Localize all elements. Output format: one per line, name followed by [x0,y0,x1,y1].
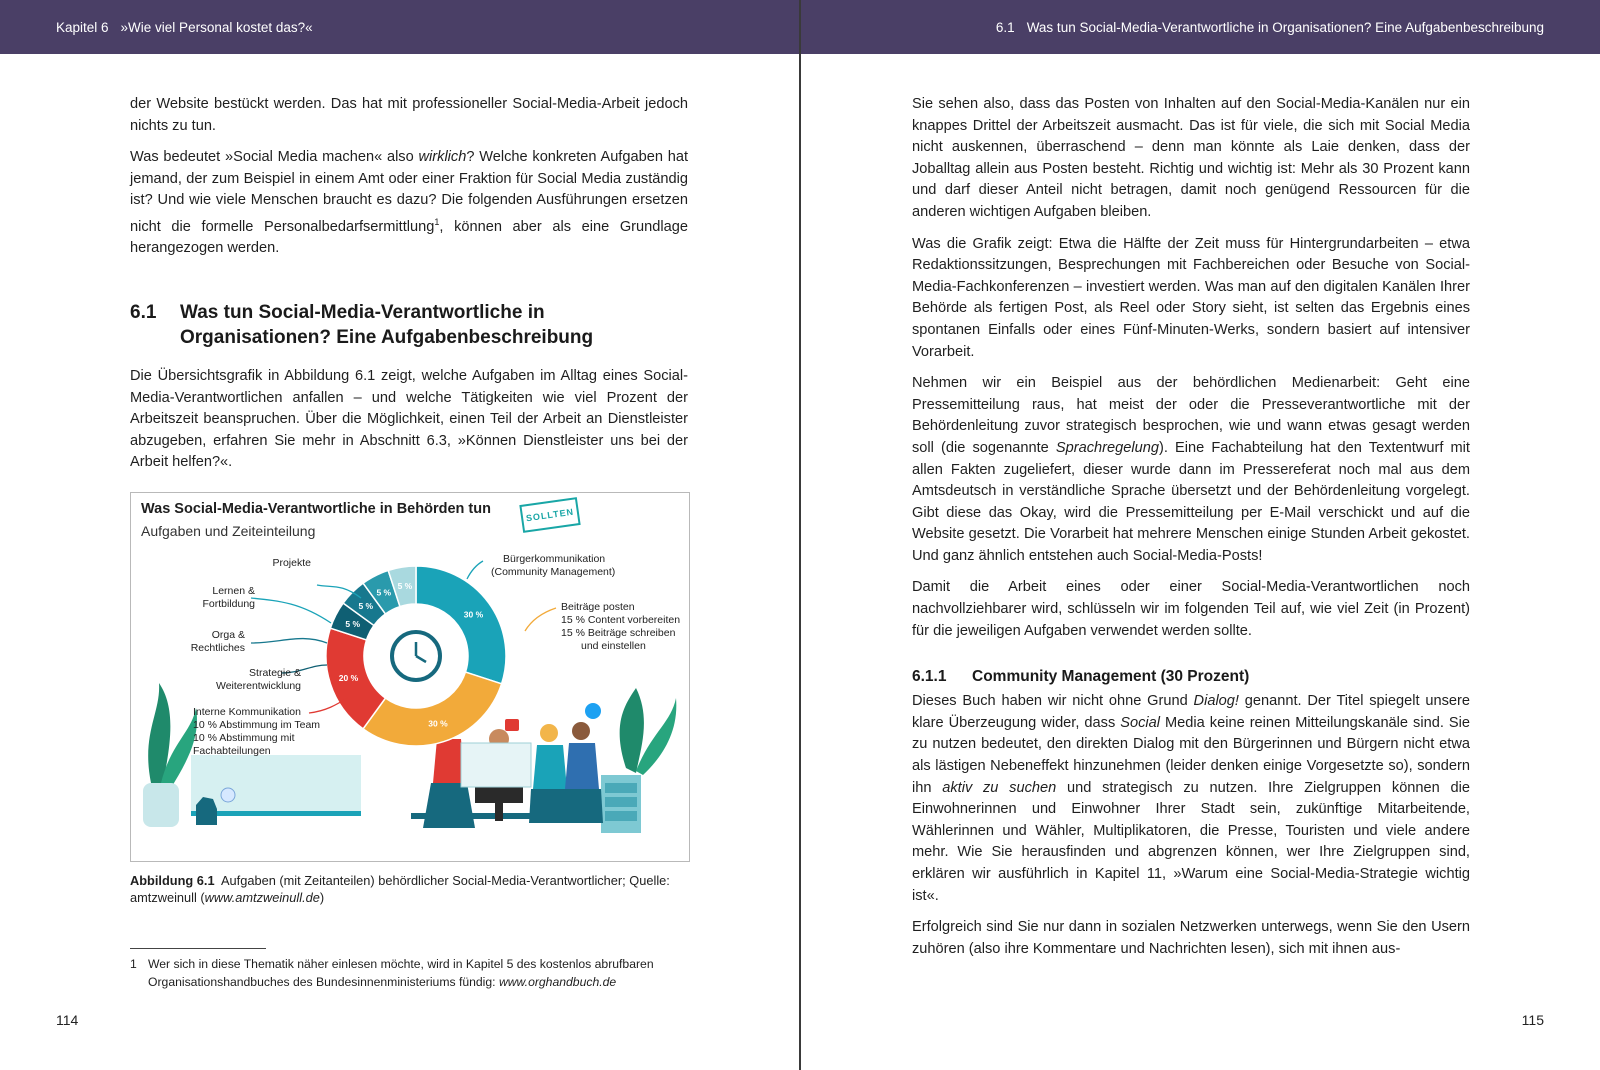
backdrop-panel [191,755,361,811]
plant-leaf [620,688,644,773]
subsection-heading [912,666,1470,687]
subsection-number: 6.1.1 [912,668,947,686]
figure-subtitle: Aufgaben und Zeiteinteilung [141,522,316,539]
running-header-left [0,0,799,54]
sollten-badge: SOLLTEN [519,497,580,533]
figure-infographic [130,492,690,862]
donut-slice-label: 20 % [338,672,359,683]
monitor [461,743,531,787]
figure-caption: Abbildung 6.1 Aufgaben (mit Zeitanteilen) behördlicher Social-Media-Verantwortlicher; Quelle: amtzweinull (www.amtzweinull.de) [130,872,670,905]
paragraph: Damit die Arbeit eines oder einer Social-Media-Verantwortlichen noch nachvollziehbarer wird, schlüsseln wir im folgenden Teil auf, wie viel Zeit (in Prozent) für die jeweiligen Aufgaben verwendet werden sollte. [912,579,1470,639]
section-number: 6.1 [130,302,157,324]
drawer [605,783,637,793]
paragraph: Was die Grafik zeigt: Etwa die Hälfte der Zeit muss für Hintergrundarbeiten – etwa Redaktionssitzungen, Besprechungen mit Fachbereichen oder Besuche von Social-Media-Fachkonferenzen – investiert werden. Was man auf den digitalen Kanälen Ihrer Behörde als fertigen Post, als Reel oder Story sieht, ist selten das Ergebnis eines spontanen Einfalls oder eines Fünf-Minuten-Werks, sondern basiert auf intensiver Vorarbeit. [912,235,1470,360]
twitter-bubble [585,703,601,719]
leader-line [251,598,331,623]
donut-slice-label: 5 % [358,600,374,611]
donut-slice-label: 5 % [397,580,413,591]
donut-slice-label: 5 % [345,618,361,629]
heart-bubble [505,719,519,731]
donut-slice [363,672,501,746]
donut-slice-label: 30 % [428,718,448,729]
person-head [540,724,558,742]
person-body [565,743,599,789]
paragraph: Dieses Buch haben wir nicht ohne Grund Dialog! genannt. Der Titel spiegelt unsere klare Überzeugung wider, dass Social Media keine reinen Mitteilungskanäle sind. Sie zu nutzen bedeutet, den direkten Dialog mit den Bürgerinnen und Bürgern nicht etwa als lästigen Nebeneffekt hinzunehmen (leider denken einige Vorgesetzte so), sondern ihn aktiv zu suchen und strategisch zu nutzen. Ihre Zielgruppen können die Einwohnerinnen und Einwohner Ihrer Stadt sein, zukünftige Mitarbeitende, Wählerinnen und Wähler, Multiplikatoren, die Presse, Touristen und viele andere mehr. Wie Sie herausfinden und abgrenzen können, wer Ihre Zielgruppen sind, erklären wir ausführlich in Kapitel 11, »Warum eine Social-Media-Strategie wichtig ist«. [912,693,1470,904]
footnote: 1 Wer sich in diese Thematik näher einlesen möchte, wird in Kapitel 5 des kostenlos abrufbaren Organisationshandbuches des Bundesinnenministeriums fündig: www.orghandbuch.de [130,956,654,989]
person-body [533,745,567,789]
right-text-column [912,94,1470,970]
person-legs [423,783,475,828]
leader-line [467,561,483,579]
label-interne-kommunikation: Interne Kommunikation 10 % Abstimmung im Team 10 % Abstimmung mit Fachabteilungen [193,705,321,757]
header-section-number: 6.1 [995,19,1015,35]
drawer [605,811,637,821]
leader-line [251,639,327,643]
subsection-title: Community Management (30 Prozent) [972,668,1250,686]
paragraph: Erfolgreich sind Sie nur dann in sozialen Netzwerken unterwegs, wenn Sie den Usern zuhören (also ihre Kommentare und Nachrichten lesen), sich mit ihnen aus- [912,919,1470,957]
label-beitraege-posten: Beiträge posten 15 % Content vorbereiten 15 % Beiträge schreiben und einstellen [561,600,681,652]
chair-stem [495,803,503,821]
label-buergerkommunikation: Bürgerkommunikation (Community Management) [491,552,616,578]
figure-title: Was Social-Media-Verantwortliche in Behörden tun [141,500,491,517]
paragraph: Was bedeutet »Social Media machen« also wirklich? Welche konkreten Aufgaben hat jemand, der zum Beispiel in einem Amt oder einer Fraktion für Social Media zuständig ist? Und wie viele Menschen braucht es dazu? Die folgenden Ausführungen ersetzen nicht die formelle Personalbedarfsermittlung$^1$, können aber als eine Grundlage herangezogen werden. [130,149,688,257]
leader-line [525,608,556,631]
drawer [605,797,637,807]
header-chapter-title: »Wie viel Personal kostet das?« [120,19,313,35]
label-lernen: Lernen & Fortbildung [202,584,255,610]
person-legs [529,789,603,823]
paragraph: der Website bestückt werden. Das hat mit professioneller Social-Media-Arbeit jedoch nichts zu tun. [130,96,688,134]
section-heading [130,300,688,350]
person-body [433,739,465,783]
footnote-rule [130,948,266,949]
label-strategie: Strategie & Weiterentwicklung [215,666,301,692]
left-text-column [130,94,688,991]
page-number-left: 114 [56,1012,79,1028]
running-header-right [801,0,1600,54]
person-head [572,722,590,740]
plant-pot [143,783,179,827]
page-number-right: 115 [1521,1012,1544,1028]
label-orga: Orga & Rechtliches [190,628,245,654]
like-bubble [221,788,235,802]
paragraph: Die Übersichtsgrafik in Abbildung 6.1 zeigt, welche Aufgaben im Alltag eines Social-Media-Verantwortlichen anfallen – und welche Tätigkeiten wie viel Prozent der Arbeitszeit beanspruchen. Über die Möglichkeit, einen Teil der Arbeit an Dienstleister abzugeben, erfahren Sie mehr in Abschnitt 6.3, »Können Dienstleister uns bei der Arbeit helfen?«. [130,368,688,471]
donut-slice-label: 5 % [376,587,392,598]
paragraph: Sie sehen also, dass das Posten von Inhalten auf den Social-Media-Kanälen nur ein knappes Drittel der Arbeitszeit ausmacht. Das ist für viele, die sich mit Social Media nicht auskennen, überraschend – denn man könnte als Laie denken, dass der Joballtag allein aus Posten besteht. Richtig und wichtig ist: Mehr als 30 Prozent kann und darf dieser Anteil nicht betragen, damit noch genügend Ressourcen für die anderen wichtigen Aufgaben bleiben. [912,96,1470,220]
paragraph: Nehmen wir ein Beispiel aus der behördlichen Medienarbeit: Geht eine Pressemitteilung raus, hat meist der oder die Presseverantwortliche mit der Behördenleitung zuvor strategisch besprochen, wie und wann etwas gesagt werden soll (die sogenannte Sprachregelung). Eine Fachabteilung hat den Textentwurf mit allen Fakten zugeliefert, dieser wurde dann im Pressereferat noch mal aus dem Amtsdeutsch in verständliche Sprache übersetzt und der Behördenleitung vorgelegt. Gibt diese das Okay, wird die Pressemitteilung per E-Mail verschickt und auf die Website gesetzt. Die Vorarbeit hat mehrere Menschen einige Stunden Arbeit gekostet. Und ganz ähnlich entstehen auch Social-Media-Posts! [912,375,1470,564]
donut-slice-label: 30 % [463,609,484,620]
header-chapter: Kapitel 6 [56,19,109,35]
right-page [801,0,1600,1070]
section-title: Was tun Social-Media-Verantwortliche in Organisationen? Eine Aufgabenbeschreibung [180,302,594,349]
header-section-title: Was tun Social-Media-Verantwortliche in Organisationen? Eine Aufgabenbeschreibung [1026,19,1544,35]
label-projekte: Projekte [272,556,311,569]
